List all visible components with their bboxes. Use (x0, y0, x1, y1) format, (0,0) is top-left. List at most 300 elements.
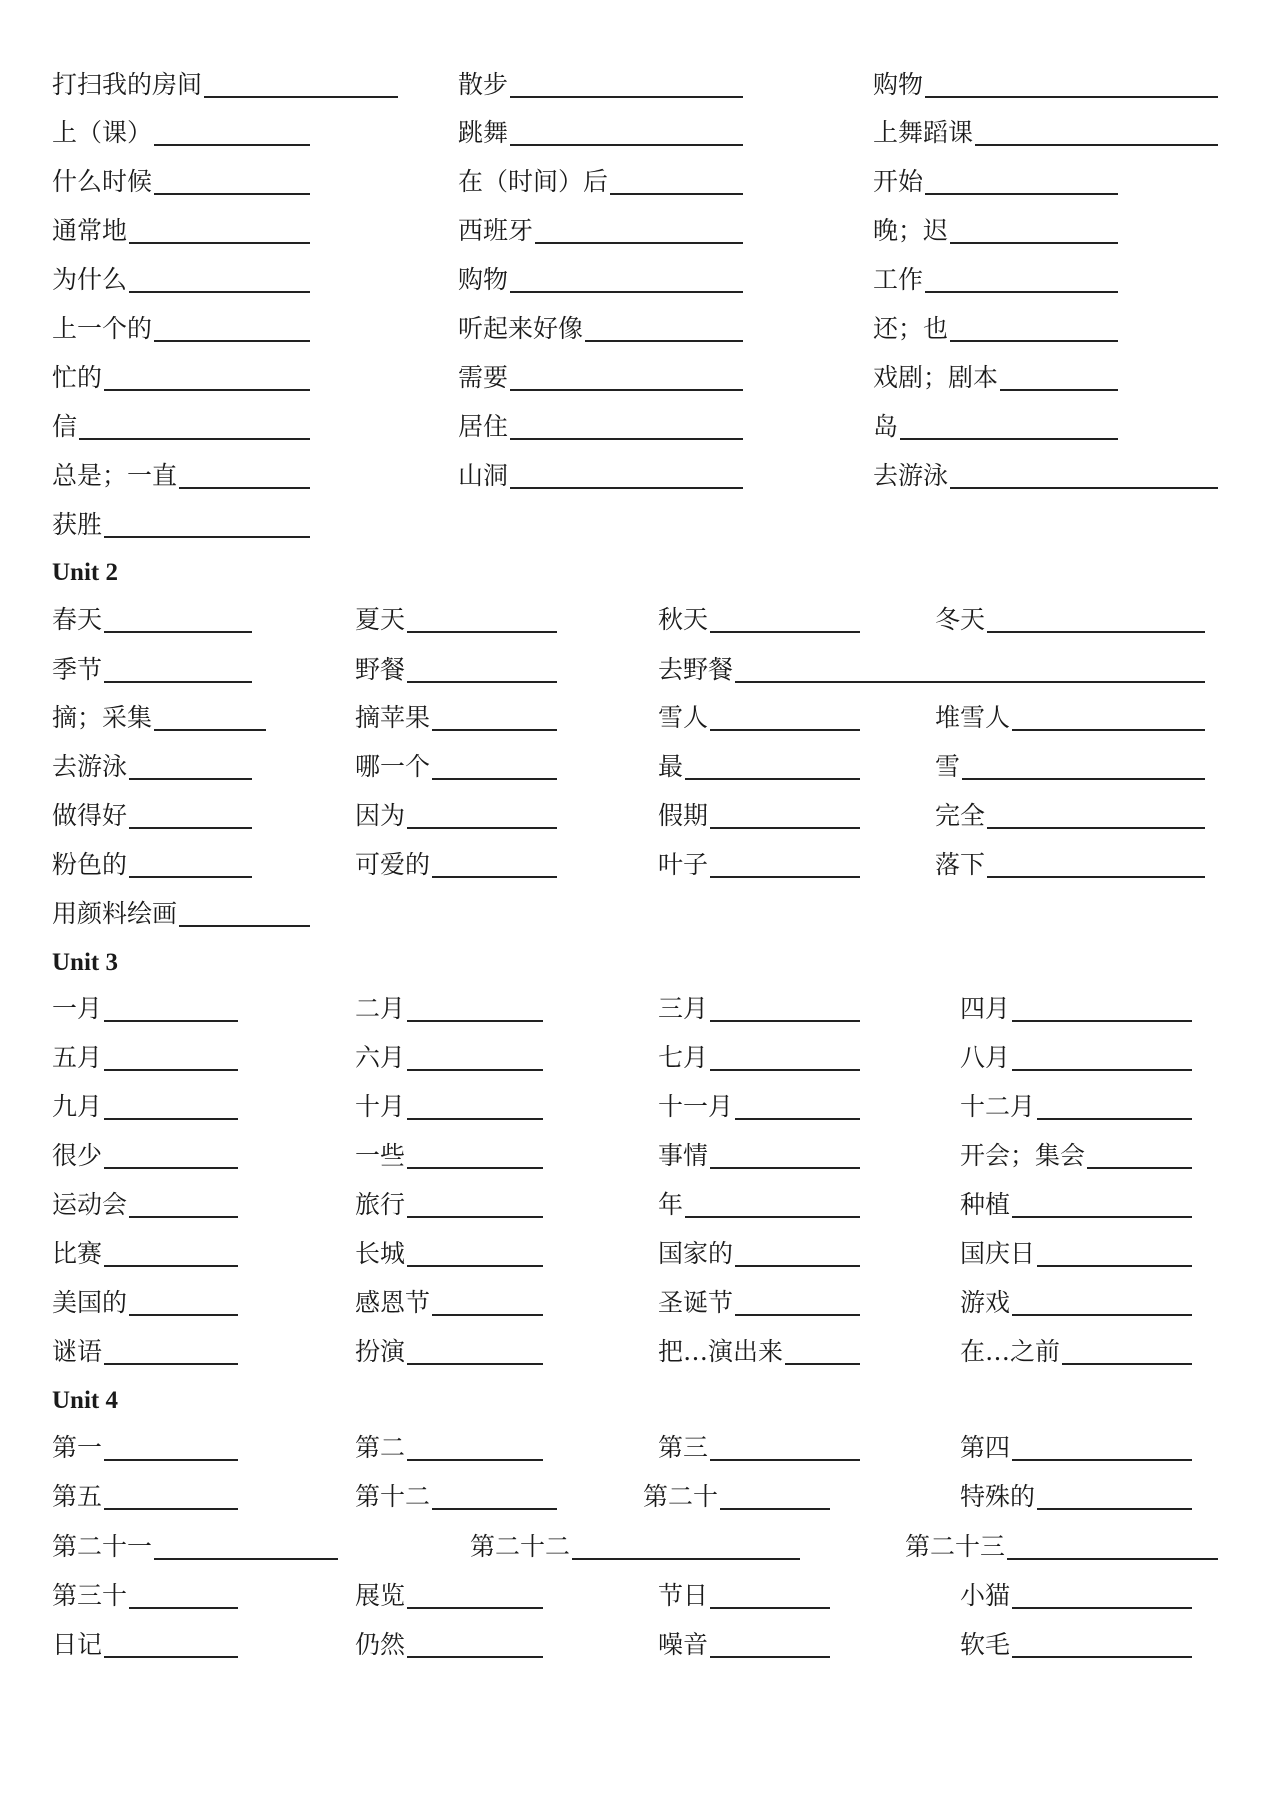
vocab-word: 运动会 (52, 1190, 128, 1219)
vocab-word: 散步 (458, 70, 509, 99)
vocab-word: 七月 (658, 1043, 709, 1072)
vocab-word: 八月 (960, 1043, 1011, 1072)
vocab-item (458, 265, 743, 295)
vocab-word: 比赛 (52, 1239, 103, 1268)
answer-blank[interactable] (154, 318, 310, 342)
vocab-item (873, 70, 1218, 100)
answer-blank[interactable] (104, 609, 252, 633)
vocab-word: 忙的 (52, 363, 103, 392)
vocab-item (658, 1581, 830, 1611)
answer-blank[interactable] (129, 805, 252, 829)
vocab-word: 开会；集会 (960, 1141, 1086, 1170)
vocab-item (355, 1433, 543, 1463)
vocab-word: 九月 (52, 1092, 103, 1121)
vocab-item (52, 1239, 238, 1269)
vocab-item (52, 1581, 238, 1611)
vocab-word: 年 (658, 1190, 684, 1219)
vocab-item (52, 1043, 238, 1073)
vocab-word: 第一 (52, 1433, 103, 1462)
answer-blank[interactable] (407, 1437, 543, 1461)
unit-heading: Unit 2 (52, 559, 118, 586)
vocab-item (458, 461, 743, 491)
answer-blank[interactable] (925, 74, 1218, 98)
answer-blank[interactable] (535, 220, 743, 244)
vocab-word: 摘苹果 (355, 703, 431, 732)
vocab-item (52, 1141, 238, 1171)
answer-blank[interactable] (407, 1047, 543, 1071)
vocab-item (658, 1239, 860, 1269)
answer-blank[interactable] (1012, 707, 1205, 731)
vocab-item (643, 1482, 830, 1512)
vocab-item (355, 752, 557, 782)
vocab-item (873, 265, 1118, 295)
answer-blank[interactable] (432, 1486, 557, 1510)
answer-blank[interactable] (962, 756, 1205, 780)
vocab-word: 美国的 (52, 1288, 128, 1317)
answer-blank[interactable] (1012, 1292, 1192, 1316)
vocab-item (355, 1092, 543, 1122)
unit-heading: Unit 3 (52, 949, 118, 976)
vocab-item (52, 1532, 338, 1562)
vocab-word: 打扫我的房间 (52, 70, 203, 99)
vocab-word: 第四 (960, 1433, 1011, 1462)
vocab-word: 可爱的 (355, 850, 431, 879)
vocab-item (873, 461, 1218, 491)
answer-blank[interactable] (685, 756, 860, 780)
vocab-item (658, 1630, 830, 1660)
vocab-word: 获胜 (52, 510, 103, 539)
answer-blank[interactable] (129, 854, 252, 878)
answer-blank[interactable] (1062, 1341, 1192, 1365)
answer-blank[interactable] (510, 416, 743, 440)
vocab-word: 岛 (873, 412, 899, 441)
vocab-item (355, 1581, 543, 1611)
answer-blank[interactable] (735, 1096, 860, 1120)
vocab-word: 叶子 (658, 850, 709, 879)
vocab-item (960, 1337, 1192, 1367)
vocab-word: 粉色的 (52, 850, 128, 879)
vocab-item (960, 1288, 1192, 1318)
answer-blank[interactable] (510, 465, 743, 489)
vocab-word: 很少 (52, 1141, 103, 1170)
vocab-word: 去游泳 (873, 461, 949, 490)
answer-blank[interactable] (407, 1585, 543, 1609)
vocab-item (960, 1630, 1192, 1660)
vocab-item (52, 1190, 238, 1220)
answer-blank[interactable] (735, 1292, 860, 1316)
vocab-word: 仍然 (355, 1630, 406, 1659)
vocab-word: 西班牙 (458, 216, 534, 245)
vocab-item (658, 655, 1205, 685)
answer-blank[interactable] (987, 854, 1205, 878)
vocab-item (470, 1532, 800, 1562)
answer-blank[interactable] (1012, 1437, 1192, 1461)
answer-blank[interactable] (407, 659, 557, 683)
vocab-word: 扮演 (355, 1337, 406, 1366)
vocab-item (658, 994, 860, 1024)
vocab-word: 哪一个 (355, 752, 431, 781)
vocab-word: 上一个的 (52, 314, 153, 343)
vocab-word: 山洞 (458, 461, 509, 490)
vocab-word: 因为 (355, 801, 406, 830)
vocab-item (935, 752, 1205, 782)
vocab-word: 软毛 (960, 1630, 1011, 1659)
vocab-word: 戏剧；剧本 (873, 363, 999, 392)
vocab-item (355, 1337, 543, 1367)
vocab-item (52, 1288, 238, 1318)
answer-blank[interactable] (900, 416, 1118, 440)
vocab-word: 展览 (355, 1581, 406, 1610)
answer-blank[interactable] (510, 122, 743, 146)
answer-blank[interactable] (710, 609, 860, 633)
vocab-word: 去游泳 (52, 752, 128, 781)
vocab-item (960, 1581, 1192, 1611)
answer-blank[interactable] (975, 122, 1218, 146)
vocab-word: 通常地 (52, 216, 128, 245)
answer-blank[interactable] (785, 1341, 860, 1365)
answer-blank[interactable] (104, 1437, 238, 1461)
vocab-item (658, 801, 860, 831)
answer-blank[interactable] (407, 998, 543, 1022)
vocab-item (355, 801, 557, 831)
vocab-item (355, 1239, 543, 1269)
vocab-word: 第三十 (52, 1581, 128, 1610)
vocab-word: 跳舞 (458, 118, 509, 147)
vocab-item (658, 850, 860, 880)
answer-blank[interactable] (1012, 1194, 1192, 1218)
vocab-item (52, 70, 398, 100)
vocab-word: 为什么 (52, 265, 128, 294)
vocab-item (52, 461, 310, 491)
vocab-word: 雪 (935, 752, 961, 781)
vocab-item (52, 1092, 238, 1122)
vocab-word: 旅行 (355, 1190, 406, 1219)
answer-blank[interactable] (432, 854, 557, 878)
vocab-item (355, 1630, 543, 1660)
vocab-item (52, 216, 310, 246)
answer-blank[interactable] (104, 1341, 238, 1365)
vocab-word: 总是；一直 (52, 461, 178, 490)
vocab-word: 事情 (658, 1141, 709, 1170)
vocab-item (52, 703, 266, 733)
answer-blank[interactable] (129, 269, 310, 293)
vocab-word: 把…演出来 (658, 1337, 784, 1366)
vocab-item (658, 1433, 860, 1463)
vocab-item (355, 1482, 557, 1512)
answer-blank[interactable] (407, 609, 557, 633)
answer-blank[interactable] (129, 1292, 238, 1316)
vocab-word: 假期 (658, 801, 709, 830)
answer-blank[interactable] (407, 1341, 543, 1365)
vocab-item (52, 1482, 238, 1512)
answer-blank[interactable] (407, 1634, 543, 1658)
vocab-word: 购物 (458, 265, 509, 294)
vocab-item (458, 412, 743, 442)
vocab-word: 感恩节 (355, 1288, 431, 1317)
vocab-item (658, 1288, 860, 1318)
vocab-word: 第三 (658, 1433, 709, 1462)
answer-blank[interactable] (104, 998, 238, 1022)
vocab-word: 日记 (52, 1630, 103, 1659)
vocab-word: 信 (52, 412, 78, 441)
vocab-word: 野餐 (355, 655, 406, 684)
vocab-word: 第二 (355, 1433, 406, 1462)
vocab-word: 夏天 (355, 605, 406, 634)
vocab-word: 听起来好像 (458, 314, 584, 343)
answer-blank[interactable] (129, 1585, 238, 1609)
answer-blank[interactable] (710, 1634, 830, 1658)
vocab-word: 完全 (935, 801, 986, 830)
vocab-word: 购物 (873, 70, 924, 99)
answer-blank[interactable] (710, 1585, 830, 1609)
answer-blank[interactable] (407, 1243, 543, 1267)
vocab-item (52, 752, 252, 782)
answer-blank[interactable] (1012, 1047, 1192, 1071)
vocab-item (960, 1433, 1192, 1463)
vocab-item (355, 703, 557, 733)
vocab-item (355, 1141, 543, 1171)
vocab-item (960, 1239, 1192, 1269)
answer-blank[interactable] (710, 1145, 860, 1169)
vocab-item (458, 167, 743, 197)
answer-blank[interactable] (129, 1194, 238, 1218)
vocab-item (52, 1630, 238, 1660)
answer-blank[interactable] (710, 707, 860, 731)
answer-blank[interactable] (1037, 1096, 1192, 1120)
vocab-item (873, 167, 1118, 197)
answer-blank[interactable] (585, 318, 743, 342)
vocab-word: 国庆日 (960, 1239, 1036, 1268)
answer-blank[interactable] (950, 465, 1218, 489)
vocab-item (658, 703, 860, 733)
vocab-item (658, 1337, 860, 1367)
answer-blank[interactable] (432, 1292, 543, 1316)
vocab-item (458, 118, 743, 148)
answer-blank[interactable] (407, 1096, 543, 1120)
answer-blank[interactable] (154, 707, 266, 731)
vocab-word: 第二十一 (52, 1532, 153, 1561)
vocab-item (873, 118, 1218, 148)
vocab-word: 在（时间）后 (458, 167, 609, 196)
answer-blank[interactable] (154, 1536, 338, 1560)
vocab-word: 三月 (658, 994, 709, 1023)
vocab-item (960, 994, 1192, 1024)
vocab-item (52, 994, 238, 1024)
vocab-word: 还；也 (873, 314, 949, 343)
vocab-item (873, 363, 1118, 393)
vocab-word: 第二十二 (470, 1532, 571, 1561)
vocab-item (960, 1482, 1192, 1512)
answer-blank[interactable] (104, 1634, 238, 1658)
vocab-item (905, 1532, 1218, 1562)
vocab-word: 谜语 (52, 1337, 103, 1366)
vocab-item (658, 1043, 860, 1073)
vocab-word: 特殊的 (960, 1482, 1036, 1511)
answer-blank[interactable] (1012, 998, 1192, 1022)
answer-blank[interactable] (1037, 1486, 1192, 1510)
vocab-word: 一些 (355, 1141, 406, 1170)
answer-blank[interactable] (407, 1194, 543, 1218)
answer-blank[interactable] (510, 74, 743, 98)
vocab-item (355, 1288, 543, 1318)
vocab-word: 做得好 (52, 801, 128, 830)
answer-blank[interactable] (925, 269, 1118, 293)
vocab-word: 圣诞节 (658, 1288, 734, 1317)
vocab-item (960, 1141, 1192, 1171)
vocab-item (658, 1092, 860, 1122)
vocab-item (355, 850, 557, 880)
answer-blank[interactable] (104, 367, 310, 391)
answer-blank[interactable] (1012, 1634, 1192, 1658)
vocab-word: 十一月 (658, 1092, 734, 1121)
vocab-item (960, 1043, 1192, 1073)
answer-blank[interactable] (432, 756, 557, 780)
vocab-item (458, 314, 743, 344)
vocab-item (355, 1190, 543, 1220)
answer-blank[interactable] (1012, 1585, 1192, 1609)
answer-blank[interactable] (710, 998, 860, 1022)
vocab-item (355, 605, 557, 635)
vocab-word: 在…之前 (960, 1337, 1061, 1366)
answer-blank[interactable] (610, 171, 743, 195)
vocab-item (52, 412, 310, 442)
answer-blank[interactable] (179, 903, 310, 927)
answer-blank[interactable] (925, 171, 1118, 195)
answer-blank[interactable] (710, 1437, 860, 1461)
vocab-item (658, 752, 860, 782)
vocab-item (355, 1043, 543, 1073)
vocab-item (52, 605, 252, 635)
answer-blank[interactable] (104, 1047, 238, 1071)
vocab-word: 季节 (52, 655, 103, 684)
answer-blank[interactable] (154, 171, 310, 195)
answer-blank[interactable] (104, 1145, 238, 1169)
answer-blank[interactable] (572, 1536, 800, 1560)
vocab-item (52, 314, 310, 344)
vocab-word: 秋天 (658, 605, 709, 634)
vocab-word: 春天 (52, 605, 103, 634)
answer-blank[interactable] (129, 220, 310, 244)
vocab-word: 居住 (458, 412, 509, 441)
vocab-item (935, 605, 1205, 635)
answer-blank[interactable] (987, 805, 1205, 829)
vocab-word: 五月 (52, 1043, 103, 1072)
answer-blank[interactable] (720, 1486, 830, 1510)
vocab-word: 一月 (52, 994, 103, 1023)
answer-blank[interactable] (710, 854, 860, 878)
vocab-word: 去野餐 (658, 655, 734, 684)
vocab-word: 上（课） (52, 118, 153, 147)
vocab-item (52, 118, 310, 148)
answer-blank[interactable] (510, 367, 743, 391)
vocab-word: 第二十三 (905, 1532, 1006, 1561)
answer-blank[interactable] (1087, 1145, 1192, 1169)
answer-blank[interactable] (104, 1486, 238, 1510)
answer-blank[interactable] (987, 609, 1205, 633)
vocab-item (935, 850, 1205, 880)
vocab-word: 种植 (960, 1190, 1011, 1219)
vocab-word: 最 (658, 752, 684, 781)
vocab-word: 工作 (873, 265, 924, 294)
answer-blank[interactable] (407, 805, 557, 829)
vocab-item (52, 850, 252, 880)
answer-blank[interactable] (710, 1047, 860, 1071)
vocab-word: 十二月 (960, 1092, 1036, 1121)
vocab-word: 噪音 (658, 1630, 709, 1659)
vocab-item (52, 363, 310, 393)
vocab-word: 上舞蹈课 (873, 118, 974, 147)
vocab-word: 晚；迟 (873, 216, 949, 245)
vocab-item (873, 412, 1118, 442)
answer-blank[interactable] (950, 318, 1118, 342)
answer-blank[interactable] (104, 659, 252, 683)
vocab-item (52, 1337, 238, 1367)
vocab-item (873, 216, 1118, 246)
vocab-item (52, 655, 252, 685)
vocab-item (935, 703, 1205, 733)
vocab-item (658, 605, 860, 635)
vocab-word: 第十二 (355, 1482, 431, 1511)
vocab-item (960, 1190, 1192, 1220)
vocab-item (52, 899, 310, 929)
vocab-item (52, 265, 310, 295)
answer-blank[interactable] (1000, 367, 1118, 391)
answer-blank[interactable] (407, 1145, 543, 1169)
vocab-word: 十月 (355, 1092, 406, 1121)
answer-blank[interactable] (510, 269, 743, 293)
answer-blank[interactable] (735, 659, 1205, 683)
answer-blank[interactable] (79, 416, 310, 440)
answer-blank[interactable] (154, 122, 310, 146)
vocab-word: 堆雪人 (935, 703, 1011, 732)
vocab-item (355, 994, 543, 1024)
answer-blank[interactable] (204, 74, 398, 98)
vocab-word: 第二十 (643, 1482, 719, 1511)
vocab-word: 第五 (52, 1482, 103, 1511)
vocab-word: 用颜料绘画 (52, 899, 178, 928)
vocab-item (658, 1190, 860, 1220)
answer-blank[interactable] (129, 756, 252, 780)
answer-blank[interactable] (1037, 1243, 1192, 1267)
answer-blank[interactable] (179, 465, 310, 489)
answer-blank[interactable] (710, 805, 860, 829)
vocab-word: 六月 (355, 1043, 406, 1072)
vocab-item (52, 510, 310, 540)
vocab-item (52, 1433, 238, 1463)
answer-blank[interactable] (104, 1096, 238, 1120)
vocab-word: 开始 (873, 167, 924, 196)
vocab-word: 游戏 (960, 1288, 1011, 1317)
answer-blank[interactable] (685, 1194, 860, 1218)
vocab-item (935, 801, 1205, 831)
vocab-word: 小猫 (960, 1581, 1011, 1610)
vocab-word: 落下 (935, 850, 986, 879)
vocab-word: 需要 (458, 363, 509, 392)
answer-blank[interactable] (735, 1243, 860, 1267)
answer-blank[interactable] (1007, 1536, 1218, 1560)
answer-blank[interactable] (950, 220, 1118, 244)
answer-blank[interactable] (104, 1243, 238, 1267)
answer-blank[interactable] (432, 707, 557, 731)
vocab-item (458, 216, 743, 246)
vocab-word: 二月 (355, 994, 406, 1023)
vocab-item (873, 314, 1118, 344)
vocab-word: 节日 (658, 1581, 709, 1610)
vocab-item (960, 1092, 1192, 1122)
answer-blank[interactable] (104, 514, 310, 538)
vocab-item (658, 1141, 860, 1171)
vocab-item (355, 655, 557, 685)
